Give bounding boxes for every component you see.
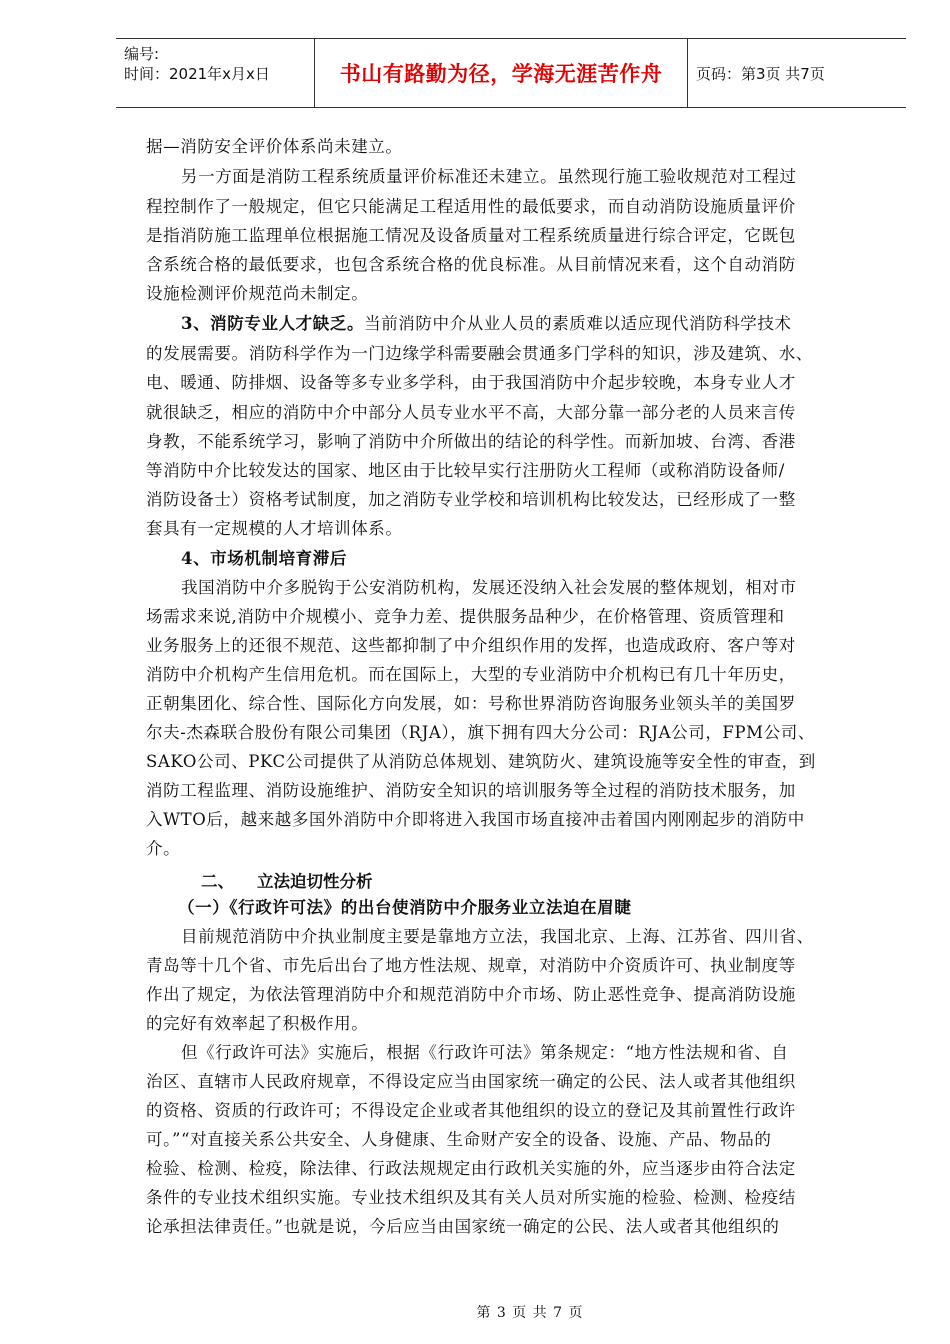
page-footer: 第 3 页 共 7 页 (476, 1305, 584, 1321)
paragraph-line: 是指消防施工监理单位根据施工情况及设备质量对工程系统质量进行综合评定，它既包 (146, 226, 796, 245)
paragraph-line: 等消防中介比较发达的国家、地区由于比较早实行注册防火工程师（或称消防设备师/ (146, 461, 785, 480)
paragraph-line: 治区、直辖市人民政府规章，不得设定应当由国家统一确定的公民、法人或者其他组织 (146, 1072, 796, 1091)
paragraph-line: 但《行政许可法》实施后，根据《行政许可法》第条规定：“地方性法规和省、自 (181, 1043, 789, 1062)
time-label: 时间：2021年x月x日 (124, 65, 270, 83)
section-2-number: 二、 (201, 872, 234, 891)
section-3-heading: 3、消防专业人才缺乏。 (181, 314, 365, 333)
section-2-heading (201, 868, 373, 892)
paragraph-line: 程控制作了一般规定，但它只能满足工程适用性的最低要求，而自动消防设施质量评价 (146, 197, 796, 216)
paragraph-line: 消防设备士）资格考试制度，加之消防专业学校和培训机构比较发达，已经形成了一整 (146, 490, 796, 509)
paragraph-line: 另一方面是消防工程系统质量评价标准还未建立。虽然现行施工验收规范对工程过 (181, 167, 797, 186)
section-3-line (181, 313, 792, 335)
paragraph-line: 尔夫-杰森联合股份有限公司集团（RJA），旗下拥有四大分公司：RJA公司，FPM公司、 (146, 723, 815, 742)
subsection-1-heading: （一）《行政许可法》的出台使消防中介服务业立法迫在眉睫 (178, 898, 632, 917)
paragraph-line: 目前规范消防中介执业制度主要是靠地方立法，我国北京、上海、江苏省、四川省、 (181, 927, 814, 946)
paragraph-line: 场需求来说,消防中介规模小、竞争力差、提供服务品种少，在价格管理、资质管理和 (146, 607, 785, 626)
paragraph-line: 条件的专业技术组织实施。专业技术组织及其有关人员对所实施的检验、检测、检疫结 (146, 1188, 796, 1207)
paragraph-line: 消防工程监理、消防设施维护、消防安全知识的培训服务等全过程的消防技术服务，加 (146, 781, 796, 800)
paragraph-line: 消防中介机构产生信用危机。而在国际上，大型的专业消防中介机构已有几十年历史， (146, 665, 796, 684)
paragraph-line: 论承担法律责任。”也就是说，今后应当由国家统一确定的公民、法人或者其他组织的 (146, 1217, 780, 1236)
paragraph-line: 身教，不能系统学习，影响了消防中介所做出的结论的科学性。而新加坡、台湾、香港 (146, 432, 796, 451)
paragraph-line: 作出了规定，为依法管理消防中介和规范消防中介市场、防止恶性竞争、提高消防设施 (146, 985, 796, 1004)
paragraph-line: 介。 (146, 839, 181, 858)
paragraph-line: SAKO公司、PKC公司提供了从消防总体规划、建筑防火、建筑设施等安全性的审查，到 (146, 752, 816, 771)
paragraph-line: 正朝集团化、综合性、国际化方向发展，如：号称世界消防咨询服务业领头羊的美国罗 (146, 694, 796, 713)
paragraph-line: 设施检测评价规范尚未制定。 (146, 284, 369, 303)
paragraph-line: 可。”“对直接关系公共安全、人身健康、生命财产安全的设备、设施、产品、物品的 (146, 1130, 772, 1149)
paragraph-line: 就很缺乏，相应的消防中介中部分人员专业水平不高，大部分靠一部分老的人员来言传 (146, 403, 796, 422)
paragraph-line: 检验、检测、检疫，除法律、行政法规规定由行政机关实施的外，应当逐步由符合法定 (146, 1159, 796, 1178)
paragraph-line: 青岛等十几个省、市先后出台了地方性法规、规章，对消防中介资质许可、执业制度等 (146, 956, 796, 975)
section-4-heading: 4、市场机制培育滞后 (181, 549, 347, 568)
paragraph-line: 的完好有效率起了积极作用。 (146, 1014, 369, 1033)
paragraph-line: 入WTO后，越来越多国外消防中介即将进入我国市场直接冲击着国内刚刚起步的消防中 (146, 810, 805, 829)
paragraph-line: 电、暖通、防排烟、设备等多专业多学科，由于我国消防中介起步较晚，本身专业人才 (146, 373, 796, 392)
paragraph-line: 的资格、资质的行政许可；不得设定企业或者其他组织的设立的登记及其前置性行政许 (146, 1101, 796, 1120)
paragraph-line: 据—消防安全评价体系尚未建立。 (146, 137, 403, 156)
number-label: 编号: (124, 45, 160, 63)
paragraph-line: 我国消防中介多脱钩于公安消防机构，发展还没纳入社会发展的整体规划，相对市 (181, 578, 797, 597)
section-3-text: 当前消防中介从业人员的素质难以适应现代消防科学技术 (364, 314, 792, 333)
header-page-code: 页码：第3页 共7页 (696, 64, 825, 83)
paragraph-line: 套具有一定规模的人才培训体系。 (146, 519, 403, 538)
page-header (116, 38, 906, 108)
paragraph-line: 业务服务上的还很不规范、这些都抑制了中介组织作用的发挥，也造成政府、客户等对 (146, 636, 796, 655)
motto: 书山有路勤为径，学海无涯苦作舟 (339, 62, 663, 86)
header-meta (116, 39, 315, 107)
section-2-title: 立法迫切性分析 (257, 872, 373, 891)
header-motto-cell (315, 39, 688, 107)
paragraph-line: 的发展需要。消防科学作为一门边缘学科需要融会贯通多门学科的知识，涉及建筑、水、 (146, 344, 813, 363)
paragraph-line: 含系统合格的最低要求，也包含系统合格的优良标准。从目前情况来看，这个自动消防 (146, 255, 796, 274)
